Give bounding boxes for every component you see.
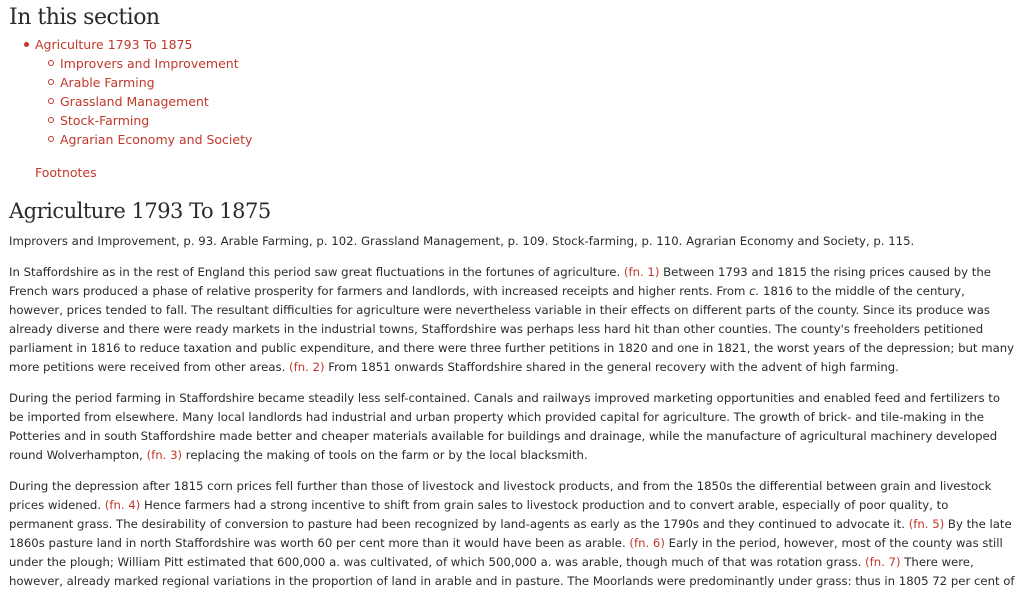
toc-sublist (35, 54, 1015, 149)
toc-subitem (35, 111, 1015, 130)
footnote-link[interactable]: (fn. 2) (289, 360, 325, 374)
footnote-link[interactable]: (fn. 4) (104, 498, 141, 512)
toc-subitem (35, 130, 1015, 149)
toc-link-agrarian[interactable]: Agrarian Economy and Society (60, 132, 253, 147)
footnote-link[interactable]: (fn. 7) (865, 555, 901, 569)
toc-subitem (35, 73, 1015, 92)
article-paragraph: During the period farming in Staffordshire became steadily less self-contained. Canals and railways improved marketing opportunities and enabled feed and fertilizers to be imported from elsewhere. Many local landlords had industrial and urban property which provided capital for agriculture. The growth of brick- and tile-making in the Potteries and in south Staffordshire made better and cheaper materials available for buildings and drainage, while the manufacture of agricultural machinery developed round Wolverhampton, (fn. 3) replacing the making of tools on the farm or by the local blacksmith. (9, 391, 1000, 462)
toc-link-agriculture[interactable]: Agriculture 1793 To 1875 (35, 37, 193, 52)
toc-item-main (9, 35, 1015, 149)
toc-subitem (35, 54, 1015, 73)
toc-link-improvers[interactable]: Improvers and Improvement (60, 56, 239, 71)
italic-text: c. (749, 284, 760, 298)
article-title: Agriculture 1793 To 1875 (9, 199, 271, 223)
toc-link-grassland[interactable]: Grassland Management (60, 94, 209, 109)
toc-subitem (35, 92, 1015, 111)
article-summary: Improvers and Improvement, p. 93. Arable Farming, p. 102. Grassland Management, p. 109. Stock-farming, p. 110. Agrarian Economy and Society, p. 115. (9, 234, 915, 248)
footnotes-link[interactable]: Footnotes (35, 165, 97, 180)
article-paragraph: In Staffordshire as in the rest of England this period saw great fluctuations in the fortunes of agriculture. (fn. 1) Between 1793 and 1815 the rising prices caused by the French wars produced a phase of relative prosperity for farmers and landlords, with increased receipts and higher rents. From c. 1816 to the middle of the century, however, prices tended to fall. The resultant difficulties for agriculture were nevertheless variable in their effects on different parts of the county. Since its produce was already diverse and there were ready markets in the industrial towns, Staffordshire was perhaps less hard hit than other counties. The county's freeholders petitioned parliament in 1816 to reduce taxation and public expenditure, and there were three further petitions in 1820 and one in 1821, the worst years of the depression; but many more petitions were received from other areas. (fn. 2) From 1851 onwards Staffordshire shared in the general recovery with the advent of high farming. (9, 265, 1015, 374)
footnote-link[interactable]: (fn. 3) (146, 448, 183, 462)
footnote-link[interactable]: (fn. 5) (908, 517, 945, 531)
footnote-link[interactable]: (fn. 6) (629, 536, 665, 550)
toc-link-stock[interactable]: Stock-Farming (60, 113, 150, 128)
table-of-contents (9, 35, 1015, 149)
toc-link-arable[interactable]: Arable Farming (60, 75, 155, 90)
toc-heading: In this section (9, 5, 160, 30)
article-paragraph: During the depression after 1815 corn prices fell further than those of livestock and livestock products, and from the 1850s the differential between grain and livestock prices widened. (fn. 4) Hence farmers had a strong incentive to shift from grain sales to livestock production and to convert arable, especially of poor quality, to permanent grass. The desirability of conversion to pasture had been recognized by land-agents as early as the 1790s and they continued to advocate it. (fn. 5) By the late 1860s pasture land in north Staffordshire was worth 60 per cent more than it would have been as arable. (fn. 6) Early in the period, however, most of the county was still under the plough; William Pitt estimated that 600,000 a. was cultivated, of which 500,000 a. was arable, though much of that was rotation grass. (fn. 7) There were, however, already marked regional variations in the proportion of land in arable and in pasture. The Moorlands were predominantly under grass: thus in 1805 72 per cent of (9, 479, 1015, 588)
footnote-link[interactable]: (fn. 1) (623, 265, 660, 279)
